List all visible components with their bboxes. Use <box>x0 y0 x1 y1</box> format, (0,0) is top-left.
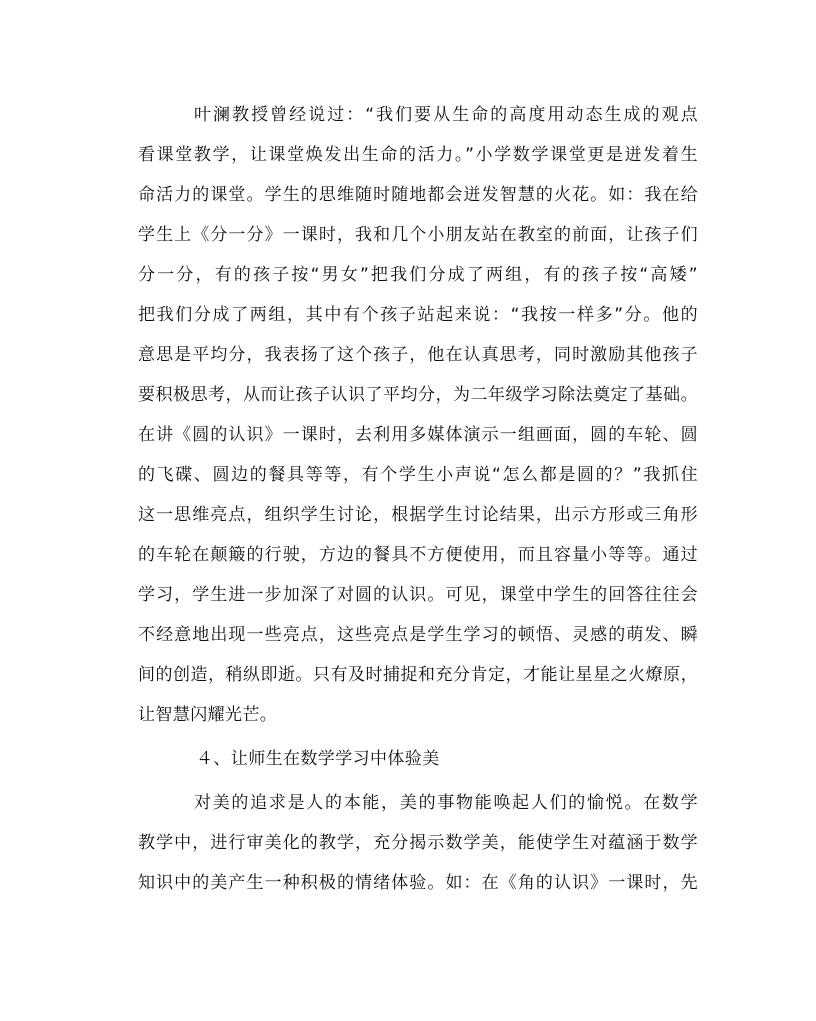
paragraph-1-line-12: 的车轮在颠簸的行驶，方边的餐具不方便使用，而且容量小等等。通过 <box>138 545 698 565</box>
paragraph-1-line-3: 命活力的课堂。学生的思维随时随地都会迸发智慧的火花。如：我在给 <box>138 185 698 205</box>
paragraph-1-line-9: 在讲《圆的认识》一课时，去利用多媒体演示一组画面，圆的车轮、圆 <box>138 425 698 445</box>
paragraph-1-line-14: 不经意地出现一些亮点，这些亮点是学生学习的顿悟、灵感的萌发、瞬 <box>138 625 698 645</box>
paragraph-1-line-4: 学生上《分一分》一课时，我和几个小朋友站在教室的前面，让孩子们 <box>138 225 698 245</box>
paragraph-1-line-13: 学习，学生进一步加深了对圆的认识。可见，课堂中学生的回答往往会 <box>138 585 698 605</box>
paragraph-1-line-1: 叶澜教授曾经说过：“我们要从生命的高度用动态生成的观点 <box>194 105 698 125</box>
paragraph-1-line-8: 要积极思考，从而让孩子认识了平均分，为二年级学习除法奠定了基础。 <box>138 385 698 405</box>
paragraph-1-line-16: 让智慧闪耀光芒。 <box>138 705 278 725</box>
paragraph-1-line-2: 看课堂教学，让课堂焕发出生命的活力。”小学数学课堂更是迸发着生 <box>138 145 698 165</box>
paragraph-1-line-5: 分一分，有的孩子按“男女”把我们分成了两组，有的孩子按“高矮” <box>138 265 698 285</box>
paragraph-1-line-7: 意思是平均分，我表扬了这个孩子，他在认真思考，同时激励其他孩子 <box>138 345 698 365</box>
paragraph-1-line-10: 的飞碟、圆边的餐具等等，有个学生小声说“怎么都是圆的？”我抓住 <box>138 465 698 485</box>
paragraph-1-line-11: 这一思维亮点，组织学生讨论，根据学生讨论结果，出示方形或三角形 <box>138 505 698 525</box>
section-heading: ４、让师生在数学学习中体验美 <box>196 749 440 769</box>
paragraph-2-line-1: 对美的追求是人的本能，美的事物能唤起人们的愉悦。在数学 <box>194 793 698 813</box>
paragraph-1-line-6: 把我们分成了两组，其中有个孩子站起来说：“我按一样多”分。他的 <box>138 305 698 325</box>
paragraph-1-line-15: 间的创造，稍纵即逝。只有及时捕捉和充分肯定，才能让星星之火燎原， <box>138 665 698 685</box>
paragraph-2-line-3: 知识中的美产生一种积极的情绪体验。如：在《角的认识》一课时，先 <box>138 873 698 893</box>
paragraph-2-line-2: 教学中，进行审美化的教学，充分揭示数学美，能使学生对蕴涵于数学 <box>138 833 698 853</box>
